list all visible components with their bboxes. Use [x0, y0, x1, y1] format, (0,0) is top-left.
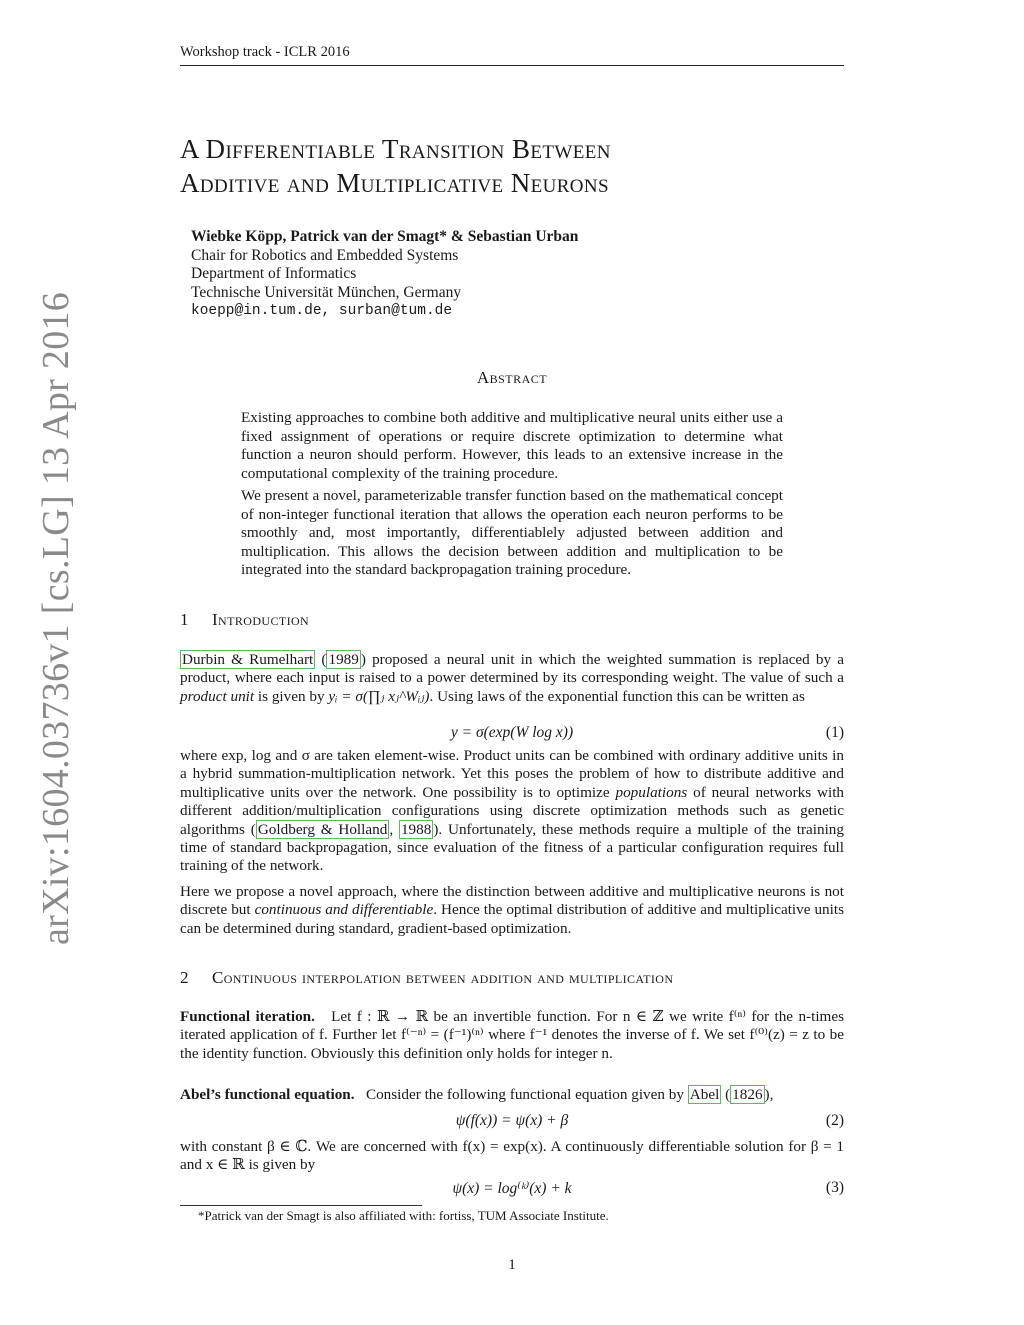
author-block: [191, 228, 831, 321]
equation-number: (2): [825, 1112, 844, 1129]
paragraph-text: . Hence the optimal distribution of additive and multiplicative units can be determined during standard, gradient-based optimization.: [180, 901, 844, 937]
emphasis-text: populations: [615, 783, 688, 801]
paper-title: [180, 132, 844, 200]
section-title: Continuous interpolation between addition and multiplication: [212, 968, 674, 987]
section-title: Introduction: [212, 610, 310, 629]
section-heading: [180, 610, 844, 630]
paragraph-text: is given by: [257, 687, 325, 705]
affiliation-line: Technische Universität München, Germany: [191, 283, 462, 301]
paragraph-text: proposed a neural unit in which the weighted summation is replaced by a product, where each input is raised to a power determined by its corresponding weight. The value of such a: [180, 651, 844, 687]
emphasis-text: continuous and differentiable: [254, 901, 434, 919]
inline-formula: yᵢ = σ(∏ⱼ xⱼ^Wᵢⱼ): [328, 687, 430, 705]
affiliation-line: Chair for Robotics and Embedded Systems: [191, 246, 459, 264]
equation-3: [180, 1179, 844, 1199]
paragraph-text: Let f : ℝ → ℝ be an invertible function. For n ∈ ℤ we write f⁽ⁿ⁾ for the n-times iterated application of f. Further let f⁽⁻ⁿ⁾ = (f⁻¹)⁽ⁿ⁾ where f⁻¹ denotes the inverse of f. We set f⁽⁰⁾(z) = z to be the identity function. Obviously this definition only holds for integer n.: [180, 1008, 845, 1062]
paragraph-run-in-heading: Functional iteration.: [180, 1008, 315, 1025]
section-heading: [180, 968, 844, 988]
emphasis-text: product unit: [180, 687, 255, 705]
paragraph-text: ). Unfortunately, these methods require a multiple of the training time of standard backpropagation, since evaluation of the fitness of a particular configuration requires full training of the network.: [180, 820, 844, 875]
citation-link[interactable]: Goldberg & Holland: [257, 820, 388, 838]
paragraph-text: . Using laws of the exponential function this can be written as: [429, 687, 805, 705]
paragraph-run-in-heading: Abel’s functional equation.: [180, 1086, 355, 1103]
page-number: 1: [508, 1257, 516, 1273]
author-emails: koepp@in.tum.de, surban@tum.de: [191, 303, 453, 319]
citation-link[interactable]: Durbin & Rumelhart: [182, 651, 314, 668]
footnote-divider: [180, 1205, 422, 1206]
equation-expression: y = σ(exp(W log x)): [450, 724, 574, 741]
intro-paragraph-2: where exp, log and σ are taken element-wise. Product units can be combined with ordinary additive units in a hybrid summation-multiplication network. Yet this poses the problem of how to distribute additive and multiplicative units over the network. One possibility is to optimize populations of neural networks with different addition/multiplication configurations using discrete optimization methods such as genetic algorithms ( Goldberg & Holland , 1988 ). Unfortunately, these methods require a multiple of the training time of standard backpropagation, since evaluation of the fitness of a particular configuration requires full training of the network. Here we propose a novel approach, where the distinction between additive and multiplicative neurons is not discrete but continuous and differentiable. Hence the optimal distribution of additive and multiplicative units can be determined during standard, gradient-based optimization.: [180, 747, 845, 937]
equation-2: [180, 1112, 844, 1132]
paragraph-text: Here we propose a novel approach, where the distinction between additive and multiplicative neurons is not discrete but: [180, 882, 844, 919]
equation-1: [180, 724, 844, 744]
abstract-body: [241, 409, 783, 584]
functional-iteration-paragraph: [180, 1008, 844, 1070]
section-number: 1: [180, 610, 189, 629]
paragraph-text: where exp, log and σ are taken element-wise. Product units can be combined with ordinary additive units in a hybrid summation-multiplication network. Yet this poses the problem of how to distribute additive and multiplicative units over the network. One possibility is to optimize: [180, 747, 844, 801]
equation-expression: ψ(x) = log⁽ᵏ⁾(x) + k: [452, 1180, 572, 1197]
affiliation-line: Department of Informatics: [191, 265, 357, 282]
abstract-paragraph: We present a novel, parameterizable transfer function based on the mathematical concept of non-integer functional iteration that allows the operation each neuron performs to be smoothly and, most importantly, differentiablely adjusted between addition and multiplication. This allows the decision between addition and multiplication to be integrated into the standard backpropagation training procedure.: [241, 487, 783, 578]
arxiv-stamp: arXiv:1604.03736v1 [cs.LG] 13 Apr 2016: [35, 291, 77, 945]
abel-paragraph: Abel’s functional equation. Consider the following functional equation given by Abel ( 1826 ),: [180, 1086, 774, 1103]
citation-year-link[interactable]: 1988: [400, 820, 432, 838]
author-names: Wiebke Köpp, Patrick van der Smagt* & Sebastian Urban: [191, 228, 579, 245]
abstract-paragraph: Existing approaches to combine both additive and multiplicative neural units either use a fixed assignment of operations or require discrete optimization to determine what function a neuron should perform. However, this leads to an extensive increase in the computational complexity of the training procedure.: [241, 409, 783, 482]
paragraph-text: of neural networks with different addition/multiplication configurations using discrete optimization methods such as genetic algorithms (: [180, 783, 845, 838]
equation-number: (1): [825, 724, 844, 741]
citation-year-link[interactable]: 1826: [732, 1086, 763, 1103]
abstract-heading: Abstract: [476, 368, 548, 387]
running-header: Workshop track - ICLR 2016: [180, 44, 844, 66]
paragraph-text: Consider the following functional equation given by: [365, 1086, 684, 1103]
equation-number: (3): [825, 1179, 844, 1196]
abel-paragraph-continued: [180, 1138, 844, 1175]
equation-expression: ψ(f(x)) = ψ(x) + β: [455, 1112, 569, 1129]
paragraph-text: with constant β ∈ ℂ. We are concerned with f(x) = exp(x). A continuously differentiable solution for β = 1 and x ∈ ℝ is given by: [180, 1138, 844, 1174]
citation-year-link[interactable]: 1989: [328, 651, 359, 668]
title-line-1: A Differentiable Transition Between: [180, 134, 611, 164]
citation-link[interactable]: Abel: [689, 1086, 720, 1103]
section-number: 2: [180, 968, 189, 987]
intro-paragraph-1: Durbin & Rumelhart ( 1989 ) proposed a neural unit in which the weighted summation is replaced by a product, where each input is raised to a power determined by its corresponding weight. The value of such a product unit is given by yᵢ = σ(∏ⱼ xⱼ^Wᵢⱼ). Using laws of the exponential function this can be written as: [180, 651, 844, 705]
title-line-2: Additive and Multiplicative Neurons: [180, 168, 610, 198]
footnote: *Patrick van der Smagt is also affiliated with: fortiss, TUM Associate Institute.: [198, 1208, 609, 1223]
